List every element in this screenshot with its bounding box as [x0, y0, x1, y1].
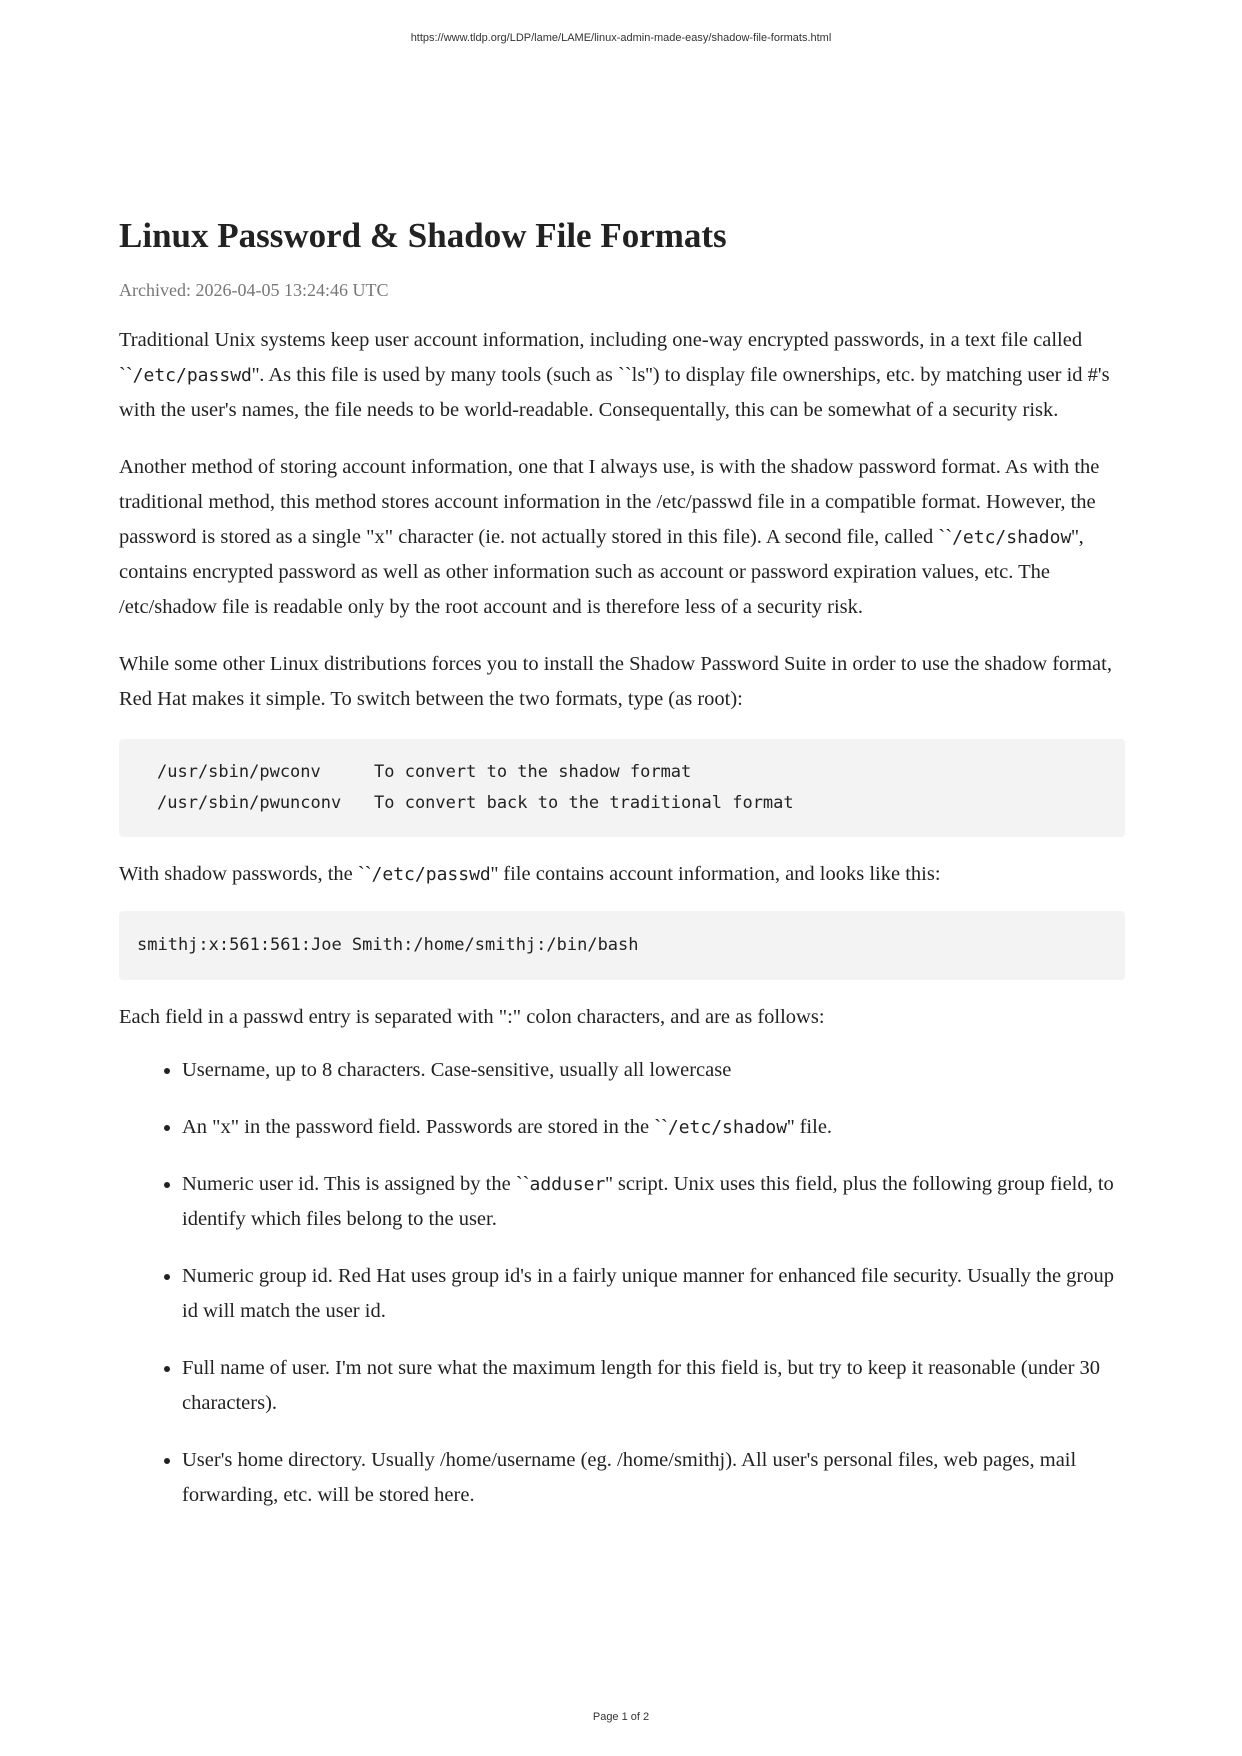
command-path: /usr/sbin/pwunconv — [157, 793, 342, 813]
page-url: https://www.tldp.org/LDP/lame/LAME/linux-admin-made-easy/shadow-file-formats.html — [410, 32, 832, 44]
list-item: • Username, up to 8 characters. Case-sensitive, usually all lowercase — [182, 1053, 1125, 1088]
inline-code: adduser — [529, 1174, 606, 1195]
inline-code: /etc/shadow — [667, 1117, 788, 1138]
text-segment: ''. As this file is used by many tools (such as ``ls'') to display file ownerships, etc. by matching user id #'s with the user's names, the file needs to be world-readable. Consequentally, this can be somewhat of a security risk. — [119, 364, 1110, 421]
text-segment: An "x" in the password field. Passwords are stored in the `` — [182, 1116, 668, 1138]
page-title: Linux Password & Shadow File Formats — [119, 216, 727, 255]
text-segment: Numeric user id. This is assigned by the `` — [182, 1173, 530, 1195]
command-path: /usr/sbin/pwconv — [157, 762, 321, 782]
text-segment: '' file. — [787, 1116, 833, 1138]
text-segment: Another method of storing account information, one that I always use, is with the shadow password format. As with the traditional method, this method stores account information in the /etc/passwd file in a compatible format. However, the password is stored as a single "x" character (ie. not actually stored in this file). A second file, called `` — [119, 456, 1100, 548]
list-item: • User's home directory. Usually /home/username (eg. /home/smithj). All user's personal files, web pages, mail forwarding, etc. will be stored here. — [182, 1443, 1125, 1513]
paragraph-switch-formats: While some other Linux distributions forces you to install the Shadow Password Suite in order to use the shadow format, Red Hat makes it simple. To switch between the two formats, type (as root): — [119, 653, 1112, 710]
inline-code: /etc/shadow — [952, 527, 1072, 548]
passwd-example-block: smithj:x:561:561:Joe Smith:/home/smithj:/bin/bash — [119, 911, 1125, 980]
text-segment: '' file contains account information, and looks like this: — [490, 863, 941, 885]
list-item — [182, 1110, 1125, 1145]
inline-code: /etc/passwd — [371, 864, 491, 885]
command-row — [157, 757, 1105, 788]
command-block — [119, 739, 1125, 837]
list-item: • Full name of user. I'm not sure what the maximum length for this field is, but try to keep it reasonable (under 30 characters). — [182, 1351, 1125, 1421]
field-list — [119, 1053, 1125, 1513]
paragraph-passwd-example-intro — [119, 857, 1125, 892]
inline-code: /etc/passwd — [132, 365, 252, 386]
command-description: To convert to the shadow format — [374, 762, 692, 782]
text-segment: '', contains encrypted password as well as other information such as account or password expiration values, etc. The /etc/shadow file is readable only by the root account and is therefore less of a security risk. — [119, 526, 1084, 618]
list-item — [182, 1167, 1125, 1237]
page-number: Page 1 of 2 — [592, 1711, 650, 1723]
paragraph-intro — [119, 323, 1125, 428]
article — [119, 212, 1125, 1535]
text-segment: '' script. Unix uses this field, plus the following group field, to identify which files belong to the user. — [182, 1173, 1114, 1230]
paragraph-shadow-method — [119, 450, 1125, 625]
command-row — [157, 788, 1105, 819]
archived-timestamp: Archived: 2026-04-05 13:24:46 UTC — [119, 280, 389, 300]
command-description: To convert back to the traditional format — [374, 793, 794, 813]
text-segment: With shadow passwords, the `` — [119, 863, 372, 885]
paragraph-fields-intro: Each field in a passwd entry is separated with ":" colon characters, and are as follows: — [119, 1006, 825, 1028]
list-item: • Numeric group id. Red Hat uses group id's in a fairly unique manner for enhanced file security. Usually the group id will match the user id. — [182, 1259, 1125, 1329]
text-segment: Traditional Unix systems keep user account information, including one-way encrypted passwords, in a text file called `` — [119, 329, 1083, 386]
